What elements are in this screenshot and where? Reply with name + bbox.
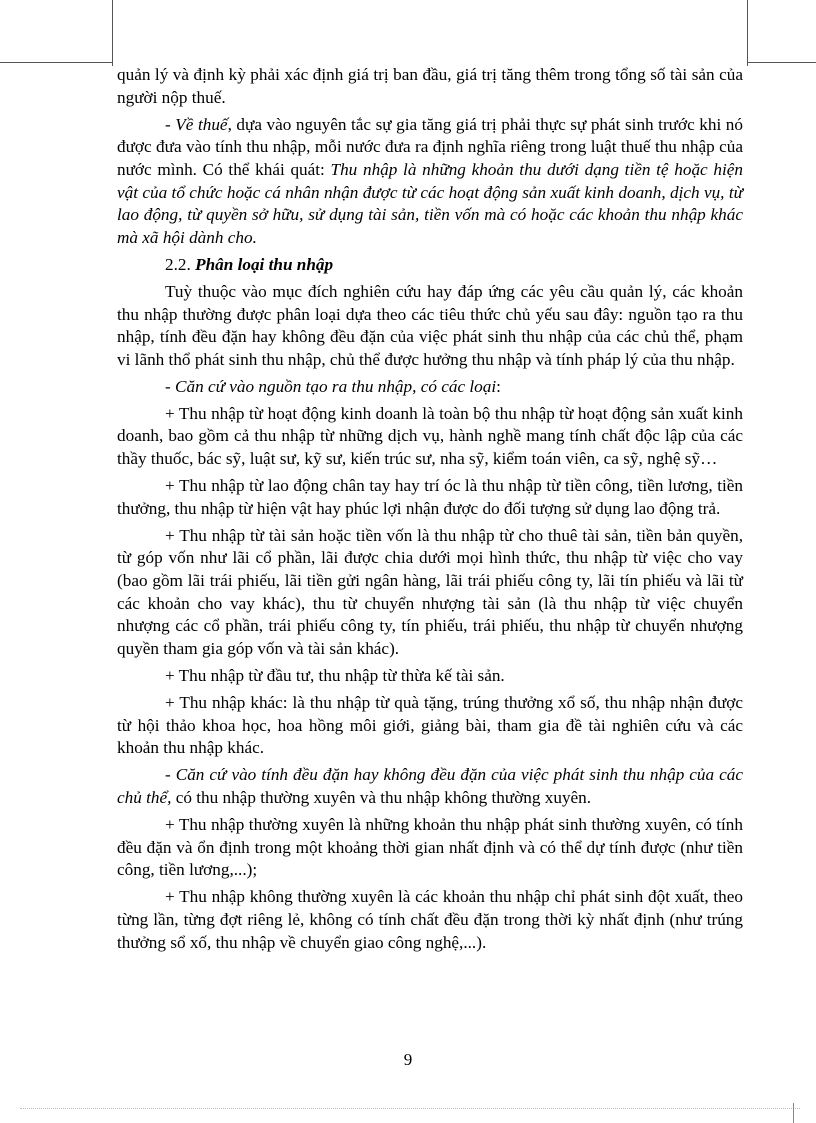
paragraph-continuation: quản lý và định kỳ phải xác định giá trị ban đầu, giá trị tăng thêm trong tổng số tài sản của người nộp thuế. (117, 65, 743, 107)
paragraph-capital-income: + Thu nhập từ tài sản hoặc tiền vốn là thu nhập từ cho thuê tài sản, tiền bản quyền, từ góp vốn như lãi cổ phần, lãi được chia dưới mọi hình thức, thu nhập từ việc cho vay (bao gồm lãi trái phiếu, lãi tiền gửi ngân hàng, lãi trái phiếu công ty, lãi tín phiếu và lãi từ các khoản cho vay khác), thu từ chuyển nhượng tài sản (là thu nhập từ việc chuyển nhượng các cổ phần, trái phiếu công ty, tín phiếu, trái phiếu, thu nhập từ chuyển nhượng quyền tham gia góp vốn và tài sản khác). (117, 525, 743, 659)
crop-mark-top-right-horizontal (747, 62, 816, 63)
paragraph-criterion-source: - Căn cứ vào nguồn tạo ra thu nhập, có các loại: (165, 376, 501, 396)
paragraph-irregular-income: + Thu nhập không thường xuyên là các khoản thu nhập chỉ phát sinh đột xuất, theo từng lần, từng đợt riêng lẻ, không có tính chất đều đặn trong thời kỳ nhất định (như trúng thưởng sổ xố, thu nhập về chuyển giao công nghệ,...). (117, 887, 743, 952)
paragraph-business-income: + Thu nhập từ hoạt động kinh doanh là toàn bộ thu nhập từ hoạt động sản xuất kinh doanh, bao gồm cả thu nhập từ những dịch vụ, hành nghề mang tính chất độc lập của các thầy thuốc, bác sỹ, luật sư, kỹ sư, kiến trúc sư, nha sỹ, kiểm toán viên, ca sỹ, nghệ sỹ… (117, 403, 743, 469)
footer-dotted-rule (20, 1108, 800, 1109)
crop-mark-top-left (100, 0, 113, 66)
paragraph-tax-definition: - Về thuế, dựa vào nguyên tắc sự gia tăng giá trị phải thực sự phát sinh trước khi nó được đưa vào tính thu nhập, mỗi nước đưa ra định nghĩa riêng trong luật thuế thu nhập của nước mình. Có thể khái quát: Thu nhập là những khoản thu dưới dạng tiền tệ hoặc hiện vật của tổ chức hoặc cá nhân nhận được từ các hoạt động sản xuất kinh doanh, dịch vụ, từ lao động, từ quyền sở hữu, sử dụng tài sản, tiền vốn mà có hoặc các khoản thu nhập khác mà xã hội dành cho. (117, 114, 743, 248)
crop-mark-top-right (747, 0, 748, 66)
body-text (117, 64, 743, 958)
paragraph-regular-income: + Thu nhập thường xuyên là những khoản thu nhập phát sinh thường xuyên, có tính đều đặn và ổn định trong một khoảng thời gian nhất định và có thể dự tính được (như tiền công, tiền lương,...); (117, 814, 743, 880)
paragraph-labor-income: + Thu nhập từ lao động chân tay hay trí óc là thu nhập từ tiền công, tiền lương, tiền thưởng, thu nhập từ hiện vật hay phúc lợi nhận được do đối tượng sử dụng lao động trả. (117, 476, 743, 518)
section-heading: 2.2. Phân loại thu nhập (165, 255, 334, 274)
paragraph-investment-income: + Thu nhập từ đầu tư, thu nhập từ thừa kế tài sản. (165, 666, 505, 686)
page-number: 9 (403, 1050, 413, 1069)
paragraph-criterion-regularity: - Căn cứ vào tính đều đặn hay không đều đặn của việc phát sinh thu nhập của các chủ thể, có thu nhập thường xuyên và thu nhập không thường xuyên. (117, 765, 743, 807)
crop-mark-bottom-right (793, 1103, 794, 1123)
paragraph-other-income: + Thu nhập khác: là thu nhập từ quà tặng, trúng thưởng xổ số, thu nhập nhận được từ hội thảo khoa học, hoa hồng môi giới, giảng bài, tham gia đề tài nghiên cứu và các khoản thu nhập khác. (117, 692, 743, 758)
paragraph-classification-intro: Tuỳ thuộc vào mục đích nghiên cứu hay đáp ứng các yêu cầu quản lý, các khoản thu nhập thường được phân loại dựa theo các tiêu thức chủ yếu sau đây: nguồn tạo ra thu nhập, tính đều đặn hay không đều đặn của việc phát sinh thu nhập của các chủ thể, phạm vi lãnh thổ phát sinh thu nhập, chủ thể được hưởng thu nhập và tính pháp lý của thu nhập. (117, 281, 743, 369)
crop-mark-top-left-horizontal (0, 62, 112, 63)
